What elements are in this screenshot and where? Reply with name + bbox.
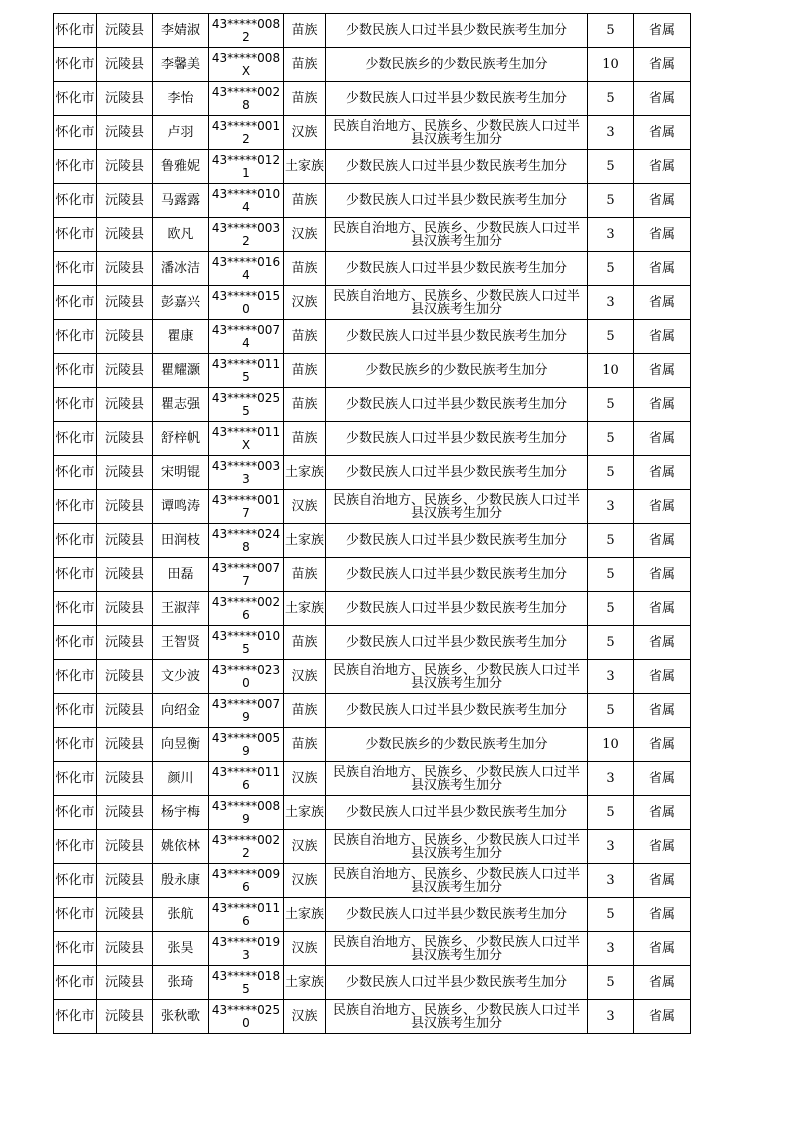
id-number-cell: 43*****0164: [209, 252, 284, 286]
name-cell: 文少波: [153, 660, 209, 694]
name-cell: 谭鸣涛: [153, 490, 209, 524]
id-number-cell: 43*****0028: [209, 82, 284, 116]
name-cell: 田润枝: [153, 524, 209, 558]
county-cell: 沅陵县: [97, 626, 153, 660]
level-cell: 省属: [634, 218, 691, 252]
id-number-cell: 43*****0116: [209, 898, 284, 932]
ethnicity-cell: 苗族: [284, 728, 326, 762]
table-row: [54, 898, 691, 932]
city-cell: 怀化市: [54, 150, 97, 184]
table-row: [54, 14, 691, 48]
table-row: [54, 218, 691, 252]
id-number-cell: 43*****0230: [209, 660, 284, 694]
ethnicity-cell: 苗族: [284, 82, 326, 116]
ethnicity-cell: 汉族: [284, 864, 326, 898]
bonus-points-cell: 3: [588, 864, 634, 898]
table-row: [54, 524, 691, 558]
id-number-cell: 43*****0077: [209, 558, 284, 592]
bonus-points-cell: 3: [588, 218, 634, 252]
bonus-points-cell: 5: [588, 388, 634, 422]
city-cell: 怀化市: [54, 830, 97, 864]
level-cell: 省属: [634, 728, 691, 762]
city-cell: 怀化市: [54, 116, 97, 150]
bonus-reason-cell: 少数民族乡的少数民族考生加分: [326, 48, 588, 82]
table-row: [54, 796, 691, 830]
id-number-cell: 43*****0121: [209, 150, 284, 184]
table-row: [54, 762, 691, 796]
county-cell: 沅陵县: [97, 184, 153, 218]
city-cell: 怀化市: [54, 82, 97, 116]
level-cell: 省属: [634, 660, 691, 694]
bonus-reason-cell: 少数民族人口过半县少数民族考生加分: [326, 694, 588, 728]
bonus-points-cell: 5: [588, 82, 634, 116]
name-cell: 张航: [153, 898, 209, 932]
id-number-cell: 43*****0026: [209, 592, 284, 626]
bonus-reason-cell: 民族自治地方、民族乡、少数民族人口过半县汉族考生加分: [326, 660, 588, 694]
ethnicity-cell: 土家族: [284, 456, 326, 490]
bonus-points-cell: 10: [588, 354, 634, 388]
bonus-points-cell: 3: [588, 660, 634, 694]
bonus-points-cell: 3: [588, 830, 634, 864]
bonus-reason-cell: 民族自治地方、民族乡、少数民族人口过半县汉族考生加分: [326, 286, 588, 320]
name-cell: 宋明锟: [153, 456, 209, 490]
ethnicity-cell: 土家族: [284, 796, 326, 830]
level-cell: 省属: [634, 1000, 691, 1034]
county-cell: 沅陵县: [97, 218, 153, 252]
level-cell: 省属: [634, 422, 691, 456]
level-cell: 省属: [634, 14, 691, 48]
bonus-points-cell: 5: [588, 694, 634, 728]
ethnicity-cell: 汉族: [284, 830, 326, 864]
table-row: [54, 830, 691, 864]
city-cell: 怀化市: [54, 388, 97, 422]
level-cell: 省属: [634, 150, 691, 184]
id-number-cell: 43*****0096: [209, 864, 284, 898]
id-number-cell: 43*****0255: [209, 388, 284, 422]
ethnicity-cell: 汉族: [284, 116, 326, 150]
table-row: [54, 592, 691, 626]
bonus-reason-cell: 民族自治地方、民族乡、少数民族人口过半县汉族考生加分: [326, 116, 588, 150]
level-cell: 省属: [634, 524, 691, 558]
level-cell: 省属: [634, 558, 691, 592]
table-row: [54, 728, 691, 762]
bonus-reason-cell: 少数民族人口过半县少数民族考生加分: [326, 82, 588, 116]
name-cell: 卢羽: [153, 116, 209, 150]
bonus-reason-cell: 少数民族人口过半县少数民族考生加分: [326, 14, 588, 48]
level-cell: 省属: [634, 864, 691, 898]
bonus-reason-cell: 少数民族乡的少数民族考生加分: [326, 354, 588, 388]
name-cell: 向昱衡: [153, 728, 209, 762]
level-cell: 省属: [634, 456, 691, 490]
county-cell: 沅陵县: [97, 864, 153, 898]
name-cell: 瞿康: [153, 320, 209, 354]
level-cell: 省属: [634, 796, 691, 830]
level-cell: 省属: [634, 898, 691, 932]
city-cell: 怀化市: [54, 14, 97, 48]
bonus-points-cell: 3: [588, 490, 634, 524]
ethnicity-cell: 土家族: [284, 524, 326, 558]
table-row: [54, 626, 691, 660]
table-row: [54, 388, 691, 422]
ethnicity-cell: 汉族: [284, 762, 326, 796]
county-cell: 沅陵县: [97, 286, 153, 320]
bonus-points-cell: 5: [588, 184, 634, 218]
bonus-reason-cell: 少数民族人口过半县少数民族考生加分: [326, 184, 588, 218]
level-cell: 省属: [634, 932, 691, 966]
ethnicity-cell: 苗族: [284, 14, 326, 48]
county-cell: 沅陵县: [97, 14, 153, 48]
city-cell: 怀化市: [54, 762, 97, 796]
bonus-reason-cell: 少数民族人口过半县少数民族考生加分: [326, 388, 588, 422]
county-cell: 沅陵县: [97, 932, 153, 966]
id-number-cell: 43*****0115: [209, 354, 284, 388]
table-row: [54, 286, 691, 320]
city-cell: 怀化市: [54, 626, 97, 660]
bonus-points-cell: 3: [588, 286, 634, 320]
bonus-reason-cell: 少数民族人口过半县少数民族考生加分: [326, 592, 588, 626]
name-cell: 舒梓帆: [153, 422, 209, 456]
id-number-cell: 43*****0089: [209, 796, 284, 830]
city-cell: 怀化市: [54, 694, 97, 728]
id-number-cell: 43*****0017: [209, 490, 284, 524]
table-row: [54, 694, 691, 728]
county-cell: 沅陵县: [97, 524, 153, 558]
city-cell: 怀化市: [54, 660, 97, 694]
city-cell: 怀化市: [54, 184, 97, 218]
city-cell: 怀化市: [54, 490, 97, 524]
bonus-reason-cell: 少数民族人口过半县少数民族考生加分: [326, 422, 588, 456]
ethnicity-cell: 汉族: [284, 660, 326, 694]
county-cell: 沅陵县: [97, 762, 153, 796]
table-row: [54, 354, 691, 388]
table-row: [54, 864, 691, 898]
bonus-reason-cell: 少数民族乡的少数民族考生加分: [326, 728, 588, 762]
bonus-reason-cell: 少数民族人口过半县少数民族考生加分: [326, 252, 588, 286]
bonus-points-table: [53, 13, 691, 1034]
city-cell: 怀化市: [54, 558, 97, 592]
level-cell: 省属: [634, 286, 691, 320]
table-row: [54, 456, 691, 490]
id-number-cell: 43*****0104: [209, 184, 284, 218]
bonus-reason-cell: 民族自治地方、民族乡、少数民族人口过半县汉族考生加分: [326, 830, 588, 864]
name-cell: 向绍金: [153, 694, 209, 728]
table-row: [54, 116, 691, 150]
name-cell: 鲁雅妮: [153, 150, 209, 184]
bonus-points-cell: 5: [588, 592, 634, 626]
name-cell: 潘冰洁: [153, 252, 209, 286]
level-cell: 省属: [634, 490, 691, 524]
ethnicity-cell: 苗族: [284, 422, 326, 456]
bonus-points-cell: 5: [588, 898, 634, 932]
bonus-points-cell: 3: [588, 932, 634, 966]
county-cell: 沅陵县: [97, 660, 153, 694]
id-number-cell: 43*****0082: [209, 14, 284, 48]
ethnicity-cell: 汉族: [284, 1000, 326, 1034]
id-number-cell: 43*****0059: [209, 728, 284, 762]
name-cell: 颜川: [153, 762, 209, 796]
name-cell: 瞿志强: [153, 388, 209, 422]
ethnicity-cell: 苗族: [284, 388, 326, 422]
city-cell: 怀化市: [54, 728, 97, 762]
bonus-points-cell: 5: [588, 558, 634, 592]
county-cell: 沅陵县: [97, 82, 153, 116]
id-number-cell: 43*****0032: [209, 218, 284, 252]
bonus-reason-cell: 少数民族人口过半县少数民族考生加分: [326, 456, 588, 490]
level-cell: 省属: [634, 966, 691, 1000]
table-row: [54, 150, 691, 184]
county-cell: 沅陵县: [97, 48, 153, 82]
name-cell: 李婧淑: [153, 14, 209, 48]
name-cell: 李怡: [153, 82, 209, 116]
name-cell: 田磊: [153, 558, 209, 592]
county-cell: 沅陵县: [97, 796, 153, 830]
name-cell: 欧凡: [153, 218, 209, 252]
city-cell: 怀化市: [54, 320, 97, 354]
bonus-points-cell: 5: [588, 796, 634, 830]
bonus-reason-cell: 少数民族人口过半县少数民族考生加分: [326, 796, 588, 830]
county-cell: 沅陵县: [97, 558, 153, 592]
county-cell: 沅陵县: [97, 830, 153, 864]
table-row: [54, 932, 691, 966]
county-cell: 沅陵县: [97, 694, 153, 728]
ethnicity-cell: 土家族: [284, 898, 326, 932]
city-cell: 怀化市: [54, 286, 97, 320]
bonus-points-cell: 5: [588, 524, 634, 558]
bonus-points-cell: 5: [588, 320, 634, 354]
id-number-cell: 43*****0033: [209, 456, 284, 490]
name-cell: 李馨美: [153, 48, 209, 82]
table-row: [54, 422, 691, 456]
county-cell: 沅陵县: [97, 422, 153, 456]
table-row: [54, 48, 691, 82]
name-cell: 张琦: [153, 966, 209, 1000]
county-cell: 沅陵县: [97, 966, 153, 1000]
ethnicity-cell: 土家族: [284, 150, 326, 184]
bonus-points-cell: 3: [588, 1000, 634, 1034]
id-number-cell: 43*****0193: [209, 932, 284, 966]
name-cell: 杨宇梅: [153, 796, 209, 830]
id-number-cell: 43*****0079: [209, 694, 284, 728]
id-number-cell: 43*****0248: [209, 524, 284, 558]
ethnicity-cell: 苗族: [284, 184, 326, 218]
ethnicity-cell: 汉族: [284, 490, 326, 524]
city-cell: 怀化市: [54, 422, 97, 456]
ethnicity-cell: 土家族: [284, 966, 326, 1000]
name-cell: 彭嘉兴: [153, 286, 209, 320]
name-cell: 王智贤: [153, 626, 209, 660]
ethnicity-cell: 汉族: [284, 932, 326, 966]
level-cell: 省属: [634, 354, 691, 388]
table-row: [54, 660, 691, 694]
table-row: [54, 558, 691, 592]
bonus-reason-cell: 少数民族人口过半县少数民族考生加分: [326, 898, 588, 932]
county-cell: 沅陵县: [97, 320, 153, 354]
ethnicity-cell: 汉族: [284, 218, 326, 252]
county-cell: 沅陵县: [97, 490, 153, 524]
level-cell: 省属: [634, 626, 691, 660]
county-cell: 沅陵县: [97, 592, 153, 626]
bonus-points-cell: 3: [588, 116, 634, 150]
table-row: [54, 490, 691, 524]
id-number-cell: 43*****0116: [209, 762, 284, 796]
bonus-reason-cell: 民族自治地方、民族乡、少数民族人口过半县汉族考生加分: [326, 490, 588, 524]
county-cell: 沅陵县: [97, 388, 153, 422]
city-cell: 怀化市: [54, 524, 97, 558]
county-cell: 沅陵县: [97, 252, 153, 286]
table-row: [54, 82, 691, 116]
table-row: [54, 1000, 691, 1034]
table-row: [54, 184, 691, 218]
id-number-cell: 43*****0012: [209, 116, 284, 150]
name-cell: 张昊: [153, 932, 209, 966]
ethnicity-cell: 苗族: [284, 320, 326, 354]
ethnicity-cell: 苗族: [284, 354, 326, 388]
id-number-cell: 43*****0250: [209, 1000, 284, 1034]
id-number-cell: 43*****0150: [209, 286, 284, 320]
level-cell: 省属: [634, 184, 691, 218]
id-number-cell: 43*****011X: [209, 422, 284, 456]
bonus-reason-cell: 民族自治地方、民族乡、少数民族人口过半县汉族考生加分: [326, 1000, 588, 1034]
name-cell: 姚依林: [153, 830, 209, 864]
city-cell: 怀化市: [54, 932, 97, 966]
name-cell: 马露露: [153, 184, 209, 218]
table-row: [54, 966, 691, 1000]
city-cell: 怀化市: [54, 966, 97, 1000]
bonus-points-cell: 5: [588, 150, 634, 184]
bonus-points-cell: 3: [588, 762, 634, 796]
level-cell: 省属: [634, 48, 691, 82]
table-body: [54, 14, 691, 1034]
bonus-points-cell: 5: [588, 422, 634, 456]
level-cell: 省属: [634, 762, 691, 796]
county-cell: 沅陵县: [97, 116, 153, 150]
level-cell: 省属: [634, 82, 691, 116]
bonus-reason-cell: 少数民族人口过半县少数民族考生加分: [326, 320, 588, 354]
name-cell: 王淑萍: [153, 592, 209, 626]
city-cell: 怀化市: [54, 1000, 97, 1034]
bonus-reason-cell: 少数民族人口过半县少数民族考生加分: [326, 150, 588, 184]
id-number-cell: 43*****0074: [209, 320, 284, 354]
bonus-points-cell: 5: [588, 456, 634, 490]
name-cell: 瞿耀灏: [153, 354, 209, 388]
table-row: [54, 252, 691, 286]
level-cell: 省属: [634, 116, 691, 150]
name-cell: 殷永康: [153, 864, 209, 898]
county-cell: 沅陵县: [97, 150, 153, 184]
bonus-reason-cell: 民族自治地方、民族乡、少数民族人口过半县汉族考生加分: [326, 864, 588, 898]
city-cell: 怀化市: [54, 218, 97, 252]
level-cell: 省属: [634, 830, 691, 864]
id-number-cell: 43*****0022: [209, 830, 284, 864]
level-cell: 省属: [634, 252, 691, 286]
id-number-cell: 43*****0185: [209, 966, 284, 1000]
bonus-points-cell: 5: [588, 252, 634, 286]
ethnicity-cell: 苗族: [284, 626, 326, 660]
level-cell: 省属: [634, 592, 691, 626]
ethnicity-cell: 汉族: [284, 286, 326, 320]
city-cell: 怀化市: [54, 864, 97, 898]
county-cell: 沅陵县: [97, 898, 153, 932]
bonus-reason-cell: 少数民族人口过半县少数民族考生加分: [326, 966, 588, 1000]
level-cell: 省属: [634, 694, 691, 728]
ethnicity-cell: 土家族: [284, 592, 326, 626]
bonus-reason-cell: 少数民族人口过半县少数民族考生加分: [326, 558, 588, 592]
bonus-points-cell: 10: [588, 48, 634, 82]
bonus-points-cell: 5: [588, 626, 634, 660]
ethnicity-cell: 苗族: [284, 252, 326, 286]
county-cell: 沅陵县: [97, 728, 153, 762]
bonus-points-cell: 5: [588, 14, 634, 48]
table-row: [54, 320, 691, 354]
bonus-points-cell: 5: [588, 966, 634, 1000]
bonus-reason-cell: 少数民族人口过半县少数民族考生加分: [326, 626, 588, 660]
level-cell: 省属: [634, 388, 691, 422]
city-cell: 怀化市: [54, 252, 97, 286]
bonus-reason-cell: 民族自治地方、民族乡、少数民族人口过半县汉族考生加分: [326, 932, 588, 966]
county-cell: 沅陵县: [97, 354, 153, 388]
bonus-points-cell: 10: [588, 728, 634, 762]
ethnicity-cell: 苗族: [284, 694, 326, 728]
city-cell: 怀化市: [54, 354, 97, 388]
county-cell: 沅陵县: [97, 1000, 153, 1034]
city-cell: 怀化市: [54, 796, 97, 830]
id-number-cell: 43*****0105: [209, 626, 284, 660]
bonus-reason-cell: 少数民族人口过半县少数民族考生加分: [326, 524, 588, 558]
city-cell: 怀化市: [54, 48, 97, 82]
city-cell: 怀化市: [54, 592, 97, 626]
ethnicity-cell: 苗族: [284, 558, 326, 592]
county-cell: 沅陵县: [97, 456, 153, 490]
level-cell: 省属: [634, 320, 691, 354]
ethnicity-cell: 苗族: [284, 48, 326, 82]
bonus-reason-cell: 民族自治地方、民族乡、少数民族人口过半县汉族考生加分: [326, 762, 588, 796]
city-cell: 怀化市: [54, 456, 97, 490]
id-number-cell: 43*****008X: [209, 48, 284, 82]
name-cell: 张秋歌: [153, 1000, 209, 1034]
bonus-reason-cell: 民族自治地方、民族乡、少数民族人口过半县汉族考生加分: [326, 218, 588, 252]
city-cell: 怀化市: [54, 898, 97, 932]
